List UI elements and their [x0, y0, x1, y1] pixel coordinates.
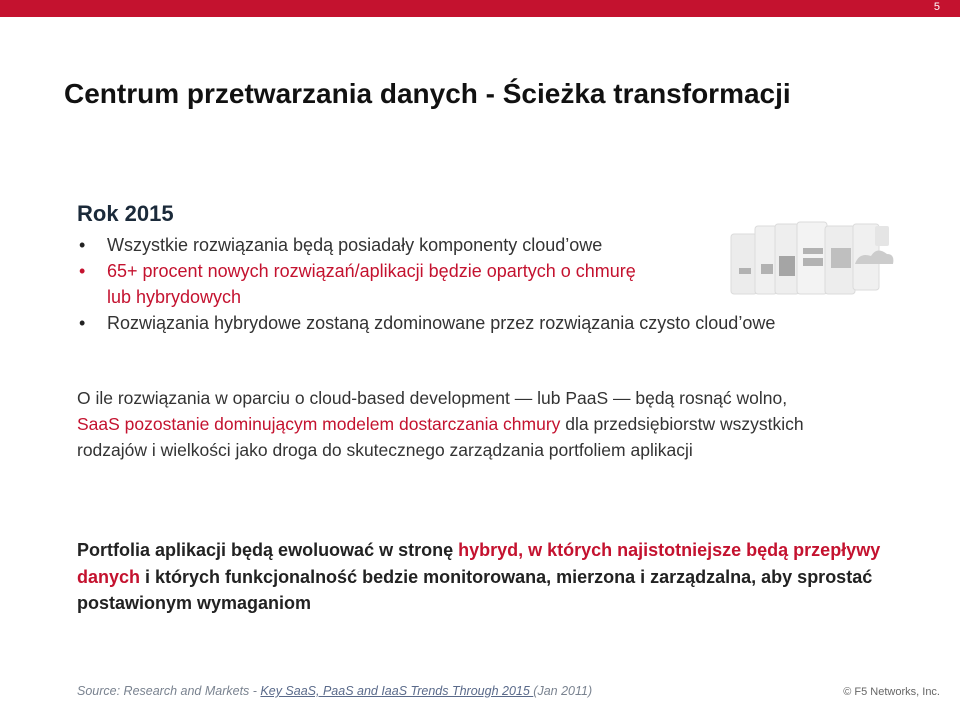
- paragraph-application-portfolio: Portfolia aplikacji będą ewoluować w stronę hybryd, w których najistotniejsze będą przepływy danych i których funkcjonalność bedzie monitorowana, mierzona i zarządzalna, aby sprostać postawionym wymaganiom: [77, 540, 881, 613]
- bullet-item: • Rozwiązania hybrydowe zostaną zdominowane przez rozwiązania czysto cloud’owe: [77, 310, 937, 336]
- paragraph-cloud-development: O ile rozwiązania w oparciu o cloud-based development — lub PaaS — będą rosnąć wolno, SaaS pozostanie dominującym modelem dostarczania chmury dla przedsiębiorstw wszystkich rodzajów i wielkości jako droga do skutecznego zarządzania portfoliem aplikacji: [77, 388, 804, 460]
- source-link[interactable]: Key SaaS, PaaS and IaaS Trends Through 2015: [260, 684, 534, 698]
- highlight-hybrid: hybryd, w których najistotniejsze będą przepływy danych: [77, 540, 881, 587]
- datacenter-cloud-illustration: [727, 220, 897, 298]
- bullet-item: • Wszystkie rozwiązania będą posiadały komponenty cloud’owe: [77, 232, 937, 258]
- bullet-item: • 65+ procent nowych rozwiązań/aplikacji będzie opartych o chmurę lub hybrydowych: [77, 258, 937, 310]
- highlight-saas: SaaS pozostanie dominującym modelem dostarczania chmury: [77, 414, 561, 434]
- copyright: © F5 Networks, Inc.: [843, 686, 940, 698]
- page-number: 5: [933, 1, 940, 13]
- top-bar: [0, 0, 960, 17]
- slide-title: Centrum przetwarzania danych - Ścieżka transformacji: [64, 78, 791, 109]
- source-footer: Source: Research and Markets - Key SaaS, PaaS and IaaS Trends Through 2015 (Jan 2011): [77, 684, 593, 698]
- section-subtitle: Rok 2015: [77, 201, 174, 226]
